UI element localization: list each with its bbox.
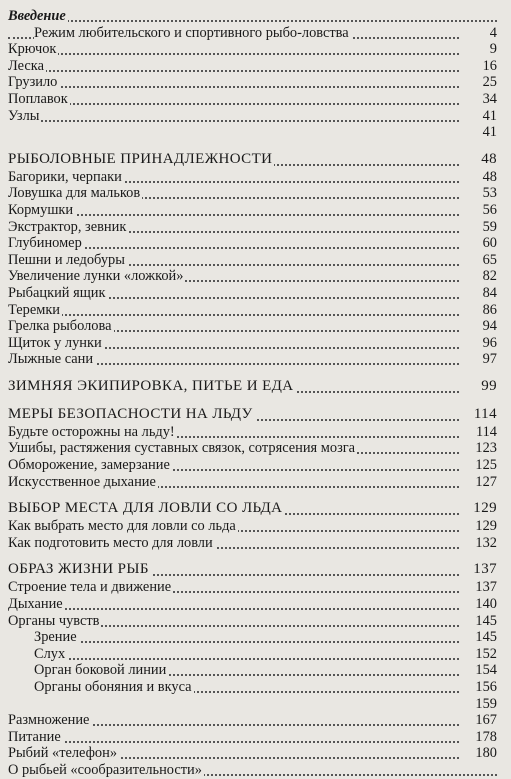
toc-entry-title: Органы обоняния и вкуса [34, 679, 192, 695]
toc-entry [8, 729, 497, 746]
dot-leader [8, 70, 459, 72]
toc-entry [8, 351, 497, 368]
toc-entry-title: Грузило [8, 74, 58, 91]
toc-page-number: 180 [461, 745, 497, 762]
toc-entry-title: Рыбий «телефон» [8, 745, 118, 762]
toc-page-number: 129 [461, 518, 497, 535]
toc-entry [8, 185, 497, 202]
toc-page-number: 145 [461, 629, 497, 646]
dot-leader [8, 608, 459, 610]
toc-page-number: 114 [461, 424, 497, 441]
toc-page-number: 123 [461, 440, 497, 457]
toc-entry [8, 318, 497, 335]
toc-entry [8, 91, 497, 108]
toc-entry [8, 596, 497, 613]
toc-page-number: 154 [461, 662, 497, 679]
toc-entry [8, 613, 497, 630]
toc-section-heading [8, 498, 497, 518]
toc-entry-title: Пешни и ледобуры [8, 251, 125, 268]
toc-entry [8, 535, 497, 552]
toc-section-heading [8, 149, 497, 169]
toc-entry [8, 518, 497, 535]
toc-entry-title: МЕРЫ БЕЗОПАСНОСТИ НА ЛЬДУ [8, 405, 253, 422]
dot-leader [8, 314, 459, 316]
toc-entry [8, 25, 497, 42]
toc-entry [8, 579, 497, 596]
toc-entry-title: О рыбьей «сообразительности» [8, 761, 202, 778]
toc-entry-title: Будьте осторожны на льду! [8, 423, 175, 440]
dot-leader [8, 86, 459, 88]
dot-leader [8, 53, 459, 55]
toc-page-number: 94 [461, 318, 497, 335]
toc-entry-title: Узлы [8, 107, 40, 124]
section-gap [0, 490, 511, 498]
toc-entry-title: Строение тела и движение [8, 579, 172, 596]
toc-entry-title: Глубиномер [8, 235, 82, 252]
toc-entry [8, 235, 497, 252]
toc-entry-title: Грелка рыболова [8, 318, 112, 335]
toc-entry-title: Теремки [8, 301, 61, 318]
toc-page-number: 97 [461, 351, 497, 368]
dot-leader [8, 120, 459, 122]
toc-page-number: 129 [461, 498, 497, 518]
toc-entry [8, 745, 497, 762]
toc-entry-title: ВЫБОР МЕСТА ДЛЯ ЛОВЛИ СО ЛЬДА [8, 500, 283, 517]
toc-entry [8, 108, 497, 125]
toc-page-number: 53 [461, 185, 497, 202]
dot-leader [34, 641, 459, 643]
section-gap [0, 368, 511, 376]
toc-entry-title: Дыхание [8, 596, 63, 613]
toc-entry-title: Кормушки [8, 201, 74, 218]
section-gap [0, 141, 511, 149]
toc-entry-title: Увеличение лунки «ложкой» [8, 268, 184, 285]
toc-page-number: 59 [461, 219, 497, 236]
toc-entry-title: Ушибы, растяжения суставных связок, сотрясения мозга [8, 440, 356, 457]
toc-entry [8, 219, 497, 236]
toc-entry-title: Обморожение, замерзание [8, 457, 170, 474]
toc-entry-title: Поплавок [8, 90, 68, 107]
toc-entry-title: Щиток у лунки [8, 334, 102, 351]
toc-entry [8, 440, 497, 457]
toc-entry-title: Орган боковой линии [34, 662, 167, 679]
toc-page-number: 145 [461, 613, 497, 630]
toc-entry [8, 457, 497, 474]
toc-section-heading [8, 376, 497, 396]
toc-entry-title: Режим любительского и спортивного рыбо-ловства [34, 24, 349, 41]
toc-page-number: 140 [461, 596, 497, 613]
toc-page-number: 65 [461, 252, 497, 269]
toc-entry-title: Введение [8, 8, 66, 24]
toc-entry [34, 646, 497, 663]
toc-entry-title: Искусственное дыхание [8, 473, 156, 490]
toc-entry [8, 285, 497, 302]
toc-page-number: 152 [461, 646, 497, 663]
dot-leader [8, 741, 459, 743]
toc-entry [8, 712, 497, 729]
toc-page-number: 167 [461, 712, 497, 729]
dot-leader [34, 658, 459, 660]
dot-leader [8, 20, 497, 22]
toc-entry [8, 124, 497, 141]
toc-entry [8, 335, 497, 352]
toc-entry [8, 424, 497, 441]
toc-page-number: 114 [461, 404, 497, 424]
toc-entry-title: Размножение [8, 712, 90, 729]
toc-page-number: 127 [461, 474, 497, 491]
toc-entry-title: Питание [8, 728, 61, 745]
toc-entry-title: Как выбрать место для ловли со льда [8, 518, 236, 535]
toc-entry [34, 679, 497, 696]
toc-entry-title: Ловушка для мальков [8, 185, 141, 202]
dot-leader [8, 214, 459, 216]
toc-entry-title: РЫБОЛОВНЫЕ ПРИНАДЛЕЖНОСТИ [8, 150, 273, 167]
toc-entry-title: ЗИМНЯЯ ЭКИПИРОВКА, ПИТЬЕ И ЕДА [8, 377, 294, 394]
toc-entry [8, 302, 497, 319]
toc-entry [8, 696, 497, 713]
toc-page-number: 16 [461, 58, 497, 75]
toc-entry [8, 202, 497, 219]
toc-entry [8, 58, 497, 75]
toc-entry [8, 474, 497, 491]
toc-page-number: 156 [461, 679, 497, 696]
toc-page-number: 34 [461, 91, 497, 108]
toc-entry-title: Лыжные сани [8, 351, 94, 368]
toc-entry [8, 268, 497, 285]
toc-entry [8, 74, 497, 91]
toc-entry [8, 252, 497, 269]
toc-entry-title: Как подготовить место для ловли [8, 534, 213, 551]
toc-entry-title: Рыбацкий ящик [8, 284, 106, 301]
toc-page-number: 132 [461, 535, 497, 552]
toc-page-number: 82 [461, 268, 497, 285]
toc-entry-title: Слух [34, 645, 66, 662]
toc-entry [34, 662, 497, 679]
toc-page-number: 41 [461, 124, 497, 141]
toc-page-number: 137 [461, 579, 497, 596]
toc-entry [8, 8, 497, 25]
toc-entry-title: ОБРАЗ ЖИЗНИ РЫБ [8, 561, 149, 578]
toc-page-number: 84 [461, 285, 497, 302]
toc-section-heading [8, 404, 497, 424]
toc-entry [34, 629, 497, 646]
toc-entry-title: Зрение [34, 629, 77, 646]
toc-page-number: 9 [461, 41, 497, 58]
section-gap [0, 551, 511, 559]
toc-entry-title: Багорики, черпаки [8, 168, 122, 185]
toc-page-number: 4 [461, 25, 497, 42]
toc-page-number: 159 [461, 696, 497, 713]
toc-entry-title: Крючок [8, 41, 57, 58]
toc-entry [8, 169, 497, 186]
toc-section-heading [8, 559, 497, 579]
toc-page-number: 41 [461, 108, 497, 125]
toc-page-number: 56 [461, 202, 497, 219]
toc-page-number: 25 [461, 74, 497, 91]
toc-entry [8, 41, 497, 58]
toc-page-number: 99 [461, 376, 497, 396]
toc-entry [8, 762, 497, 779]
toc-entry-title: Органы чувств [8, 612, 100, 629]
toc-page-number: 86 [461, 302, 497, 319]
toc-entry-title: Экстрактор, зевник [8, 218, 127, 235]
toc-page-number: 48 [461, 169, 497, 186]
dot-leader [8, 103, 459, 105]
toc-page-number: 125 [461, 457, 497, 474]
toc-entry-title: Леска [8, 57, 44, 74]
toc-page-number: 60 [461, 235, 497, 252]
toc-page-number: 48 [461, 149, 497, 169]
toc-page-number: 137 [461, 559, 497, 579]
section-gap [0, 396, 511, 404]
toc-page-number: 96 [461, 335, 497, 352]
toc-page-number: 178 [461, 729, 497, 746]
